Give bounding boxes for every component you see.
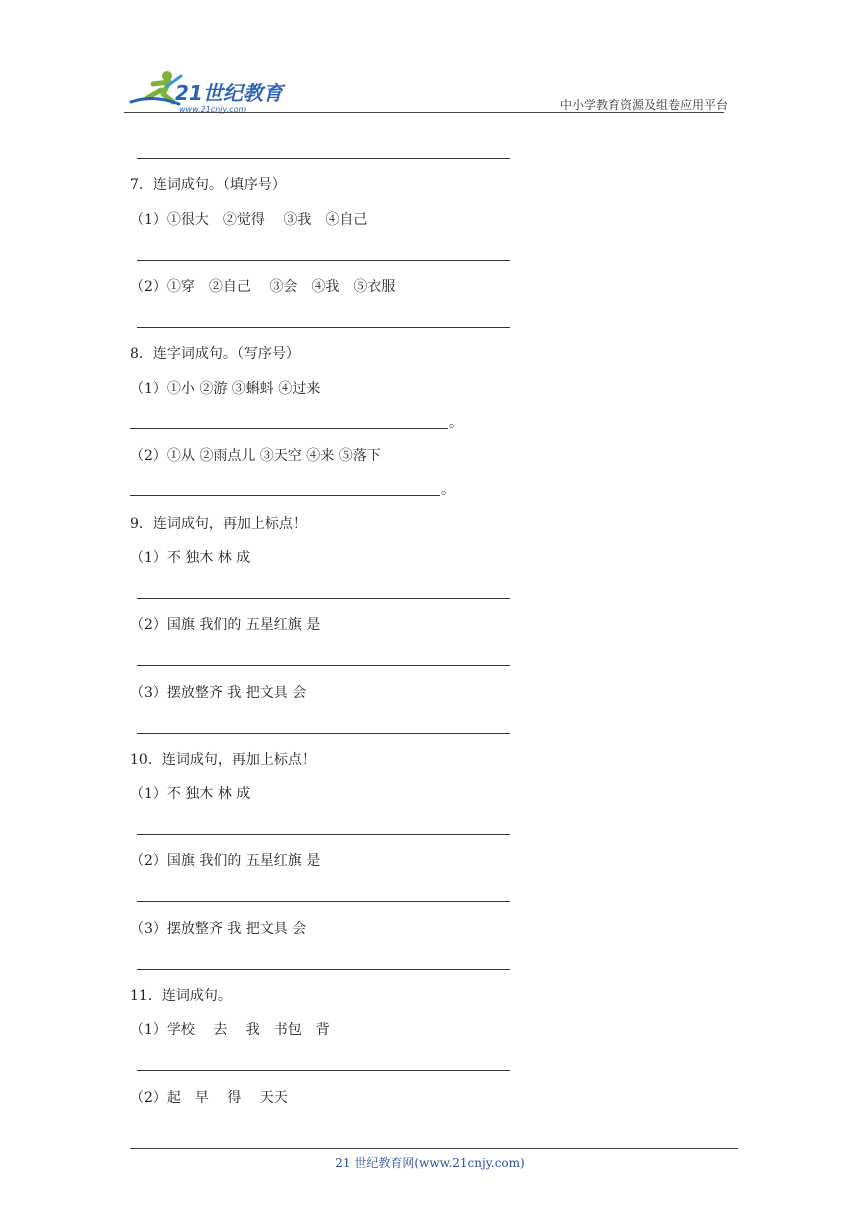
question-10-title: 10．连词成句，再加上标点！ bbox=[130, 752, 316, 768]
question-9-title: 9．连词成句，再加上标点！ bbox=[130, 516, 307, 532]
answer-line bbox=[130, 495, 440, 496]
answer-line bbox=[137, 733, 510, 734]
question-9-part-3: （3）摆放整齐 我 把文具 会 bbox=[130, 685, 307, 701]
runner-icon bbox=[131, 71, 181, 104]
answer-line bbox=[137, 834, 510, 835]
period-mark: 。 bbox=[441, 482, 455, 498]
answer-line bbox=[137, 327, 510, 328]
question-10-part-1: （1）不 独木 林 成 bbox=[130, 786, 251, 802]
logo-url: www.21cnjy.com bbox=[179, 105, 247, 114]
answer-line bbox=[137, 1070, 510, 1071]
answer-line bbox=[137, 665, 510, 666]
question-8-part-2: （2）①从 ②雨点儿 ③天空 ④来 ⑤落下 bbox=[130, 448, 381, 464]
answer-line bbox=[137, 969, 510, 970]
answer-line bbox=[130, 428, 448, 429]
answer-line bbox=[137, 158, 510, 159]
question-8-part-1: （1）①小 ②游 ③蝌蚪 ④过来 bbox=[130, 381, 321, 397]
site-logo bbox=[123, 68, 288, 114]
question-8-title: 8．连字词成句。（写序号） bbox=[130, 346, 300, 362]
question-7-part-2: （2）①穿 ②自己 ③会 ④我 ⑤衣服 bbox=[130, 279, 396, 295]
platform-name: 中小学教育资源及组卷应用平台 bbox=[560, 98, 729, 112]
question-11-title: 11．连词成句。 bbox=[130, 988, 232, 1004]
question-9-part-1: （1）不 独木 林 成 bbox=[130, 550, 251, 566]
footer-text: 21 世纪教育网(www.21cnjy.com) bbox=[335, 1156, 525, 1170]
footer-divider bbox=[130, 1148, 738, 1149]
question-7-part-1: （1）①很大 ②觉得 ③我 ④自己 bbox=[130, 212, 368, 228]
question-11-part-1: （1）学校 去 我 书包 背 bbox=[130, 1022, 330, 1038]
logo-text: 21世纪教育 bbox=[175, 81, 283, 105]
question-10-part-2: （2）国旗 我们的 五星红旗 是 bbox=[130, 853, 321, 869]
question-9-part-2: （2）国旗 我们的 五星红旗 是 bbox=[130, 617, 321, 633]
header-divider bbox=[124, 112, 724, 113]
question-10-part-3: （3）摆放整齐 我 把文具 会 bbox=[130, 921, 307, 937]
answer-line bbox=[137, 260, 510, 261]
question-11-part-2: （2）起 早 得 天天 bbox=[130, 1090, 288, 1106]
answer-line bbox=[137, 901, 510, 902]
period-mark: 。 bbox=[449, 415, 463, 431]
question-7-title: 7．连词成句。（填序号） bbox=[130, 177, 286, 193]
answer-line bbox=[137, 598, 510, 599]
